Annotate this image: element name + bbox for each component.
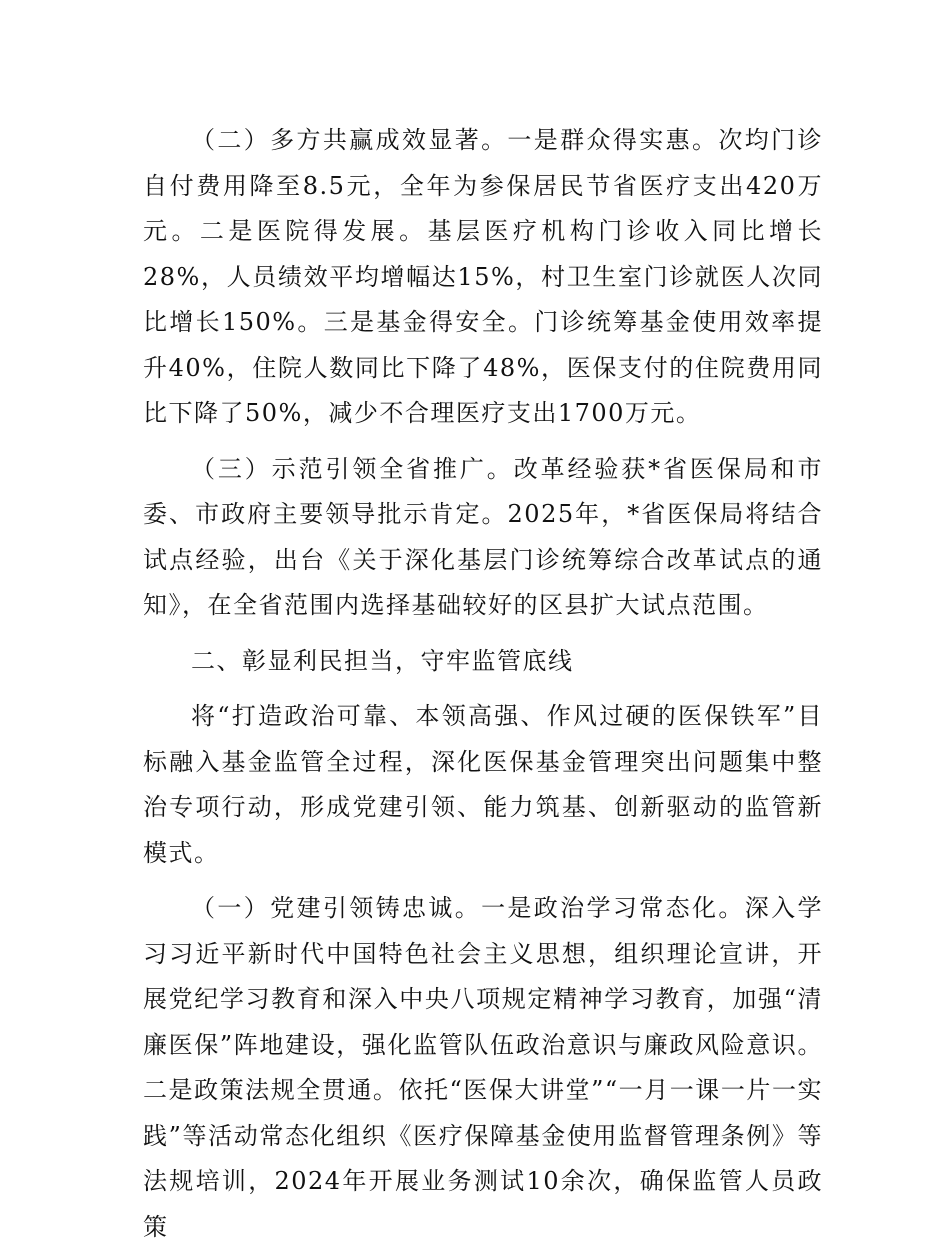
paragraph-provincial-promotion: （三）示范引领全省推广。改革经验获*省医保局和市委、市政府主要领导批示肯定。2025年，*省医保局将结合试点经验，出台《关于深化基层门诊统筹综合改革试点的通知》，在全省范围内选择基础较好的区县扩大试点范围。	[143, 454, 823, 619]
paragraph-win-win-results: （二）多方共赢成效显著。一是群众得实惠。次均门诊自付费用降至8.5元，全年为参保居民节省医疗支出420万元。二是医院得发展。基层医疗机构门诊收入同比增长28%，人员绩效平均增幅达15%，村卫生室门诊就医人次同比增长150%。三是基金得安全。门诊统筹基金使用效率提升40%，住院人数同比下降了48%，医保支付的住院费用同比下降了50%，减少不合理医疗支出1700万元。	[143, 126, 823, 427]
paragraph-party-building: （一）党建引领铸忠诚。一是政治学习常态化。深入学习习近平新时代中国特色社会主义思想，组织理论宣讲，开展党纪学习教育和深入中央八项规定精神学习教育，加强“清廉医保”阵地建设，强化监管队伍政治意识与廉政风险意识。二是政策法规全贯通。依托“医保大讲堂”“一月一课一片一实践”等活动常态化组织《医疗保障基金使用监督管理条例》等法规培训，2024年开展业务测试10余次，确保监管人员政策	[143, 894, 823, 1241]
paragraph-supervision-intro: 将“打造政治可靠、本领高强、作风过硬的医保铁军”目标融入基金监管全过程，深化医保基金管理突出问题集中整治专项行动，形成党建引领、能力筑基、创新驱动的监管新模式。	[143, 702, 823, 867]
section-heading-supervision: 二、彰显利民担当，守牢监管底线	[191, 646, 574, 675]
document-body	[143, 118, 823, 1260]
